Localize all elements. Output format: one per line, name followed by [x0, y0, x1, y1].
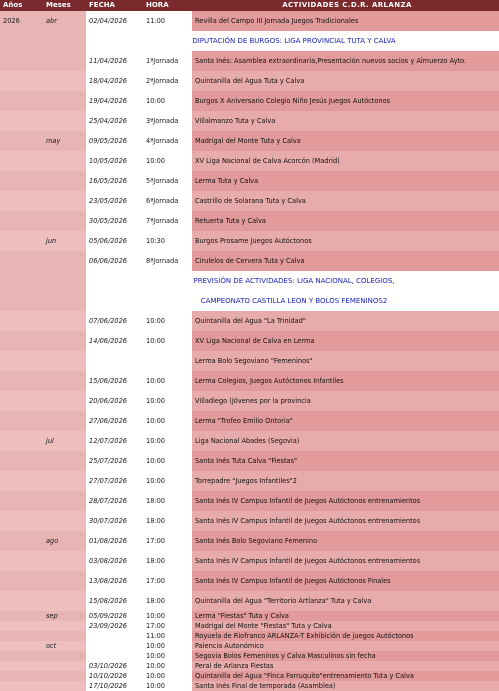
year-cell [0, 631, 43, 641]
year-cell [0, 91, 43, 111]
table-row [0, 71, 499, 91]
table-row [0, 511, 499, 531]
year-cell [0, 231, 43, 251]
date-cell: 25/07/2026 [86, 451, 143, 471]
month-cell [43, 91, 86, 111]
activity-cell: XV Liga Nacional de Calva Acorcón (Madrid) [192, 151, 499, 171]
month-cell [43, 551, 86, 571]
date-cell: 03/08/2026 [86, 551, 143, 571]
date-cell [86, 351, 143, 371]
date-cell: 16/05/2026 [86, 171, 143, 191]
hour-cell: 10:00 [143, 431, 192, 451]
hour-cell: 10:00 [143, 641, 192, 651]
month-cell [43, 491, 86, 511]
table-row [0, 111, 499, 131]
activity-cell: Quintanilla del Agua "La Trinidad" [192, 311, 499, 331]
year-cell [0, 591, 43, 611]
table-row [0, 631, 499, 641]
month-cell: oct [43, 641, 86, 651]
table-row [0, 591, 499, 611]
year-cell [0, 31, 43, 51]
month-cell [43, 651, 86, 661]
year-cell [0, 621, 43, 631]
year-cell [0, 251, 43, 271]
date-cell: 25/04/2026 [86, 111, 143, 131]
date-cell [86, 651, 143, 661]
month-cell [43, 151, 86, 171]
hour-cell: 10:00 [143, 611, 192, 621]
activity-cell: Quintanilla del Agua Tuta y Calva [192, 71, 499, 91]
table-row [0, 661, 499, 671]
year-cell [0, 671, 43, 681]
activity-cell: Santa Inés IV Campus Infantil de Juegos Autóctonos entrenamientos [192, 491, 499, 511]
date-cell: 13/08/2026 [86, 571, 143, 591]
activity-cell: Lerma Tuta y Calva [192, 171, 499, 191]
hour-cell: 6ªJornada [143, 191, 192, 211]
table-row [0, 251, 499, 271]
table-row [0, 51, 499, 71]
month-cell [43, 451, 86, 471]
month-cell [43, 511, 86, 531]
activity-cell: Lerma "Fiestas" Tuta y Calva [192, 611, 499, 621]
date-cell: 18/04/2026 [86, 71, 143, 91]
activity-cell: Lerma "Trofeo Emilio Ontoria" [192, 411, 499, 431]
year-cell [0, 131, 43, 151]
hour-cell: 10:00 [143, 311, 192, 331]
year-cell [0, 641, 43, 651]
hour-cell: 1ªJornada [143, 51, 192, 71]
section-banner-row [0, 271, 499, 291]
hour-cell: 10:00 [143, 91, 192, 111]
activity-cell: Madrigal del Monte "Fiestas" Tuta y Calva [192, 621, 499, 631]
month-cell [43, 311, 86, 331]
month-cell [43, 351, 86, 371]
hour-cell: 10:00 [143, 451, 192, 471]
activity-cell: Revilla del Campo III Jornada Juegos Tradicionales [192, 11, 499, 31]
table-row [0, 11, 499, 31]
activity-cell: Santa Inés Tuta Calva "Fiestas" [192, 451, 499, 471]
year-cell [0, 151, 43, 171]
hour-cell: 10:00 [143, 681, 192, 691]
activity-cell: XV Liga Nacional de Calva en Lerma [192, 331, 499, 351]
table-row [0, 351, 499, 371]
activity-cell: Quintanilla del Agua "Territorio Artlanza" Tuta y Calva [192, 591, 499, 611]
month-cell [43, 31, 86, 51]
table-row [0, 231, 499, 251]
date-cell: 27/06/2026 [86, 411, 143, 431]
year-cell [0, 51, 43, 71]
month-cell: sep [43, 611, 86, 621]
hour-cell: 10:00 [143, 391, 192, 411]
year-cell [0, 511, 43, 531]
year-cell [0, 371, 43, 391]
month-cell [43, 411, 86, 431]
hour-cell: 5ªJornada [143, 171, 192, 191]
date-cell: 10/05/2026 [86, 151, 143, 171]
date-cell [86, 631, 143, 641]
hour-cell: 2ªJornada [143, 71, 192, 91]
activity-cell: Segovia Bolos Femeninos y Calva Masculinos sin fecha [192, 651, 499, 661]
hour-cell: 17:00 [143, 621, 192, 631]
table-row [0, 621, 499, 631]
activity-cell: Santa Inés IV Campus Infantil de Juegos Autóctonos entrenamientos [192, 551, 499, 571]
table-row [0, 371, 499, 391]
activity-cell: Retuerta Tuta y Calva [192, 211, 499, 231]
table-row [0, 681, 499, 691]
hour-cell: 10:00 [143, 661, 192, 671]
table-row [0, 611, 499, 621]
year-cell [0, 531, 43, 551]
table-row [0, 651, 499, 661]
header-years: Años [0, 0, 43, 11]
year-cell [0, 431, 43, 451]
table-row [0, 311, 499, 331]
table-row [0, 411, 499, 431]
date-cell: 03/10/2026 [86, 661, 143, 671]
year-cell [0, 551, 43, 571]
hour-cell: 18:00 [143, 491, 192, 511]
hour-cell: 11:00 [143, 11, 192, 31]
month-cell [43, 661, 86, 671]
date-cell: 05/09/2026 [86, 611, 143, 621]
month-cell [43, 251, 86, 271]
table-row [0, 431, 499, 451]
year-cell [0, 311, 43, 331]
month-cell [43, 681, 86, 691]
activity-cell: Liga Nacional Abades (Segovia) [192, 431, 499, 451]
month-cell [43, 471, 86, 491]
date-cell: 14/06/2026 [86, 331, 143, 351]
table-row [0, 391, 499, 411]
table-row [0, 91, 499, 111]
year-cell [0, 171, 43, 191]
hour-cell: 10:00 [143, 411, 192, 431]
year-cell [0, 411, 43, 431]
activity-cell: Castrillo de Solarana Tuta y Calva [192, 191, 499, 211]
date-cell: 02/04/2026 [86, 11, 143, 31]
date-cell: 05/06/2026 [86, 231, 143, 251]
header-activities: ACTIVIDADES C.D.R. ARLANZA [192, 0, 499, 11]
month-cell [43, 331, 86, 351]
month-cell [43, 571, 86, 591]
date-cell [86, 641, 143, 651]
date-cell: 20/06/2026 [86, 391, 143, 411]
activity-cell: Santa Inés IV Campus Infantil de Juegos Autóctonos entrenamientos [192, 511, 499, 531]
date-cell: 15/08/2026 [86, 591, 143, 611]
year-cell [0, 111, 43, 131]
month-cell [43, 171, 86, 191]
hour-cell: 10:00 [143, 371, 192, 391]
activity-cell: Lerma Bolo Segoviano "Femeninos" [192, 351, 499, 371]
date-cell: 10/10/2026 [86, 671, 143, 681]
section-banner-row [0, 31, 499, 51]
section-banner: DIPUTACIÓN DE BURGOS: LIGA PROVINCIAL TUTA Y CALVA [86, 31, 499, 51]
section-banner: CAMPEONATO CASTILLA LEON Y BOLOS FEMENINOS2 [86, 291, 499, 311]
date-cell: 11/04/2026 [86, 51, 143, 71]
table-row [0, 491, 499, 511]
date-cell: 01/08/2026 [86, 531, 143, 551]
hour-cell: 10:00 [143, 671, 192, 681]
hour-cell: 10:30 [143, 231, 192, 251]
table-row [0, 451, 499, 471]
hour-cell: 10:00 [143, 651, 192, 661]
year-cell [0, 611, 43, 621]
table-row [0, 571, 499, 591]
month-cell [43, 291, 86, 311]
date-cell: 07/06/2026 [86, 311, 143, 331]
header-row [0, 0, 499, 11]
month-cell [43, 71, 86, 91]
month-cell [43, 271, 86, 291]
activity-cell: Santa Inés: Asamblea extraordinaria,Presentación nuevos socios y Almuerzo Ayto. [192, 51, 499, 71]
table-row [0, 131, 499, 151]
date-cell: 15/06/2026 [86, 371, 143, 391]
activity-cell: Cirulelos de Cervera Tuta y Calva [192, 251, 499, 271]
year-cell [0, 271, 43, 291]
year-cell [0, 661, 43, 671]
month-cell: jul [43, 431, 86, 451]
month-cell [43, 631, 86, 641]
section-banner-row [0, 291, 499, 311]
header-months: Meses [43, 0, 86, 11]
activity-cell: Torrepadre "Juegos Infantiles"2 [192, 471, 499, 491]
activity-cell: Burgos X Aniversario Colegio Niño Jesús Juegos Autóctonos [192, 91, 499, 111]
hour-cell: 11:00 [143, 631, 192, 641]
month-cell [43, 391, 86, 411]
year-cell [0, 351, 43, 371]
activity-cell: Lerma Colegios, Juegos Autóctonos Infantiles [192, 371, 499, 391]
table-row [0, 191, 499, 211]
month-cell [43, 371, 86, 391]
month-cell [43, 211, 86, 231]
header-hour: HORA [143, 0, 192, 11]
year-cell [0, 681, 43, 691]
activity-cell: Santa Inés Bolo Segoviano Femenino [192, 531, 499, 551]
date-cell: 23/05/2026 [86, 191, 143, 211]
month-cell: jun [43, 231, 86, 251]
table-row [0, 531, 499, 551]
activity-cell: Burgos Prosame Juegos Autóctonos [192, 231, 499, 251]
date-cell: 17/10/2026 [86, 681, 143, 691]
month-cell [43, 621, 86, 631]
hour-cell: 18:00 [143, 551, 192, 571]
year-cell [0, 391, 43, 411]
hour-cell: 18:00 [143, 591, 192, 611]
header-date: FECHA [86, 0, 143, 11]
section-banner: PREVISIÓN DE ACTIVIDADES: LIGA NACIONAL, COLEGIOS, [86, 271, 499, 291]
activity-cell: Santa Inés IV Campus Infantil de Juegos Autóctonos Finales [192, 571, 499, 591]
year-cell [0, 331, 43, 351]
activity-cell: Villalmanzo Tuta y Calva [192, 111, 499, 131]
activity-cell: Villadiego (Jóvenes por la provincia [192, 391, 499, 411]
hour-cell: 18:00 [143, 511, 192, 531]
table-row [0, 331, 499, 351]
hour-cell: 17:00 [143, 571, 192, 591]
date-cell: 09/05/2026 [86, 131, 143, 151]
date-cell: 30/05/2026 [86, 211, 143, 231]
hour-cell: 8ªJornada [143, 251, 192, 271]
year-cell [0, 651, 43, 661]
activity-cell: Peral de Arlanza Fiestas [192, 661, 499, 671]
year-cell [0, 191, 43, 211]
month-cell: may [43, 131, 86, 151]
year-cell [0, 211, 43, 231]
hour-cell: 10:00 [143, 151, 192, 171]
month-cell: ago [43, 531, 86, 551]
activity-cell: Palencia Autonómico [192, 641, 499, 651]
year-cell [0, 571, 43, 591]
date-cell: 28/07/2026 [86, 491, 143, 511]
hour-cell: 7ªJornada [143, 211, 192, 231]
table-row [0, 171, 499, 191]
activity-cell: Madrigal del Monte Tuta y Calva [192, 131, 499, 151]
hour-cell: 10:00 [143, 331, 192, 351]
table-row [0, 151, 499, 171]
date-cell: 30/07/2026 [86, 511, 143, 531]
date-cell: 12/07/2026 [86, 431, 143, 451]
month-cell [43, 51, 86, 71]
table-row [0, 641, 499, 651]
hour-cell: 17:00 [143, 531, 192, 551]
hour-cell: 3ªJornada [143, 111, 192, 131]
year-cell [0, 471, 43, 491]
month-cell [43, 671, 86, 681]
year-cell: 2026 [0, 11, 43, 31]
date-cell: 19/04/2026 [86, 91, 143, 111]
year-cell [0, 291, 43, 311]
date-cell: 23/09/2026 [86, 621, 143, 631]
month-cell [43, 191, 86, 211]
table-row [0, 211, 499, 231]
activity-cell: Santa Inés Final de temporada (Asamblea) [192, 681, 499, 691]
table-row [0, 671, 499, 681]
year-cell [0, 71, 43, 91]
table-row [0, 471, 499, 491]
activity-cell: Royuela de Riofranco ARLANZA-T Exhibición de juegos Autóctonos [192, 631, 499, 641]
date-cell: 27/07/2026 [86, 471, 143, 491]
activities-body [0, 11, 499, 691]
date-cell: 06/06/2026 [86, 251, 143, 271]
year-cell [0, 491, 43, 511]
activity-cell: Quintanilla del Agua "Finca Farruquito"entrenamiento Tuta y Calva [192, 671, 499, 681]
month-cell [43, 591, 86, 611]
hour-cell: 4ªJornada [143, 131, 192, 151]
hour-cell [143, 351, 192, 371]
month-cell [43, 111, 86, 131]
table-row [0, 551, 499, 571]
hour-cell: 10:00 [143, 471, 192, 491]
year-cell [0, 451, 43, 471]
month-cell: abr [43, 11, 86, 31]
